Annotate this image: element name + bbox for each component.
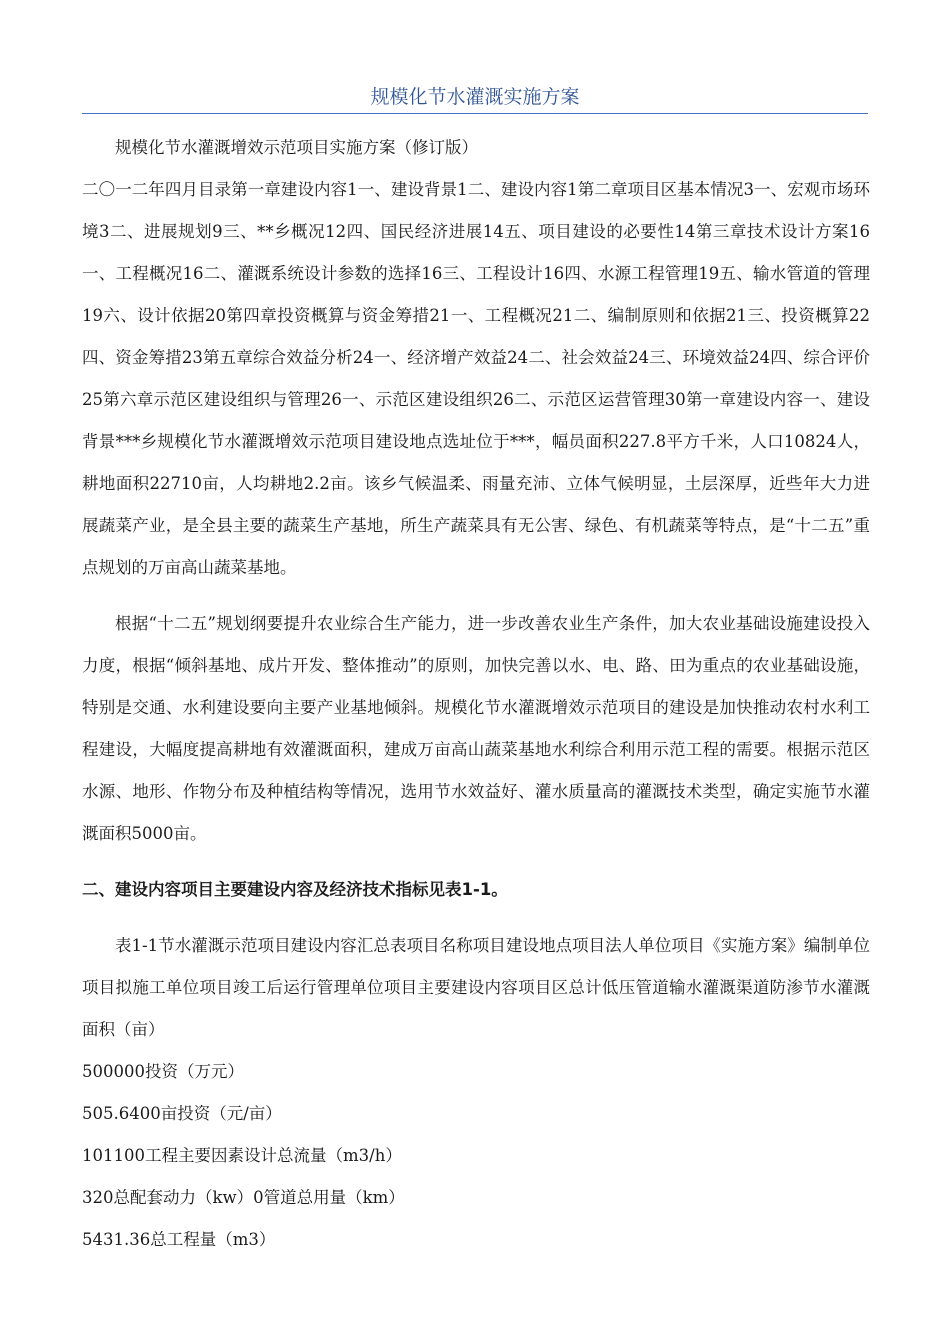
data-line: 320总配套动力（kw）0管道总用量（km） xyxy=(82,1188,405,1207)
background-paragraph: 根据“十二五”规划纲要提升农业综合生产能力，进一步改善农业生产条件，加大农业基础设施建设投入力度，根据“倾斜基地、成片开发、整体推动”的原则，加快完善以水、电、路、田为重点的农业基础设施，特别是交通、水利建设要向主要产业基地倾斜。规模化节水灌溉增效示范项目的建设是加快推动农村水利工程建设，大幅度提高耕地有效灌溉面积，建成万亩高山蔬菜基地水利综合利用示范工程的需要。根据示范区水源、地形、作物分布及种植结构等情况，选用节水效益好、灌水质量高的灌溉技术类型，确定实施节水灌溉面积5000亩。 xyxy=(82,614,870,843)
toc-paragraph: 二〇一二年四月目录第一章建设内容1一、建设背景1二、建设内容1第二章项目区基本情况3一、宏观市场环境3二、进展规划9三、**乡概况12四、国民经济进展14五、项目建设的必要性14第三章技术设计方案16一、工程概况16二、灌溉系统设计参数的选择16三、工程设计16四、水源工程管理19五、输水管道的管理19六、设计依据20第四章投资概算与资金筹措21一、工程概况21二、编制原则和依据21三、投资概算22四、资金筹措23第五章综合效益分析24一、经济增产效益24二、社会效益24三、环境效益24四、综合评价25第六章示范区建设组织与管理26一、示范区建设组织26二、示范区运营管理30第一章建设内容一、建设背景***乡规模化节水灌溉增效示范项目建设地点选址位于***，幅员面积227.8平方千米，人口10824人，耕地面积22710亩，人均耕地2.2亩。该乡气候温柔、雨量充沛、立体气候明显，土层深厚，近些年大力进展蔬菜产业，是全县主要的蔬菜生产基地，所生产蔬菜具有无公害、绿色、有机蔬菜等特点，是“十二五”重点规划的万亩高山蔬菜基地。 xyxy=(82,180,870,577)
document-body xyxy=(82,127,870,1261)
table-intro-paragraph: 表1-1节水灌溉示范项目建设内容汇总表项目名称项目建设地点项目法人单位项目《实施方案》编制单位项目拟施工单位项目竣工后运行管理单位项目主要建设内容项目区总计低压管道输水灌溉渠道防渗节水灌溉面积（亩） xyxy=(82,936,870,1039)
data-line: 505.6400亩投资（元/亩） xyxy=(82,1104,282,1123)
page-header: 规模化节水灌溉实施方案 xyxy=(82,82,868,114)
data-line: 500000投资（万元） xyxy=(82,1062,244,1081)
data-line: 101100工程主要因素设计总流量（m3/h） xyxy=(82,1146,402,1165)
section-heading: 二、建设内容项目主要建设内容及经济技术指标见表1-1。 xyxy=(82,880,508,899)
data-line: 5431.36总工程量（m3） xyxy=(82,1230,276,1249)
document-subtitle: 规模化节水灌溉增效示范项目实施方案（修订版） xyxy=(115,138,478,157)
